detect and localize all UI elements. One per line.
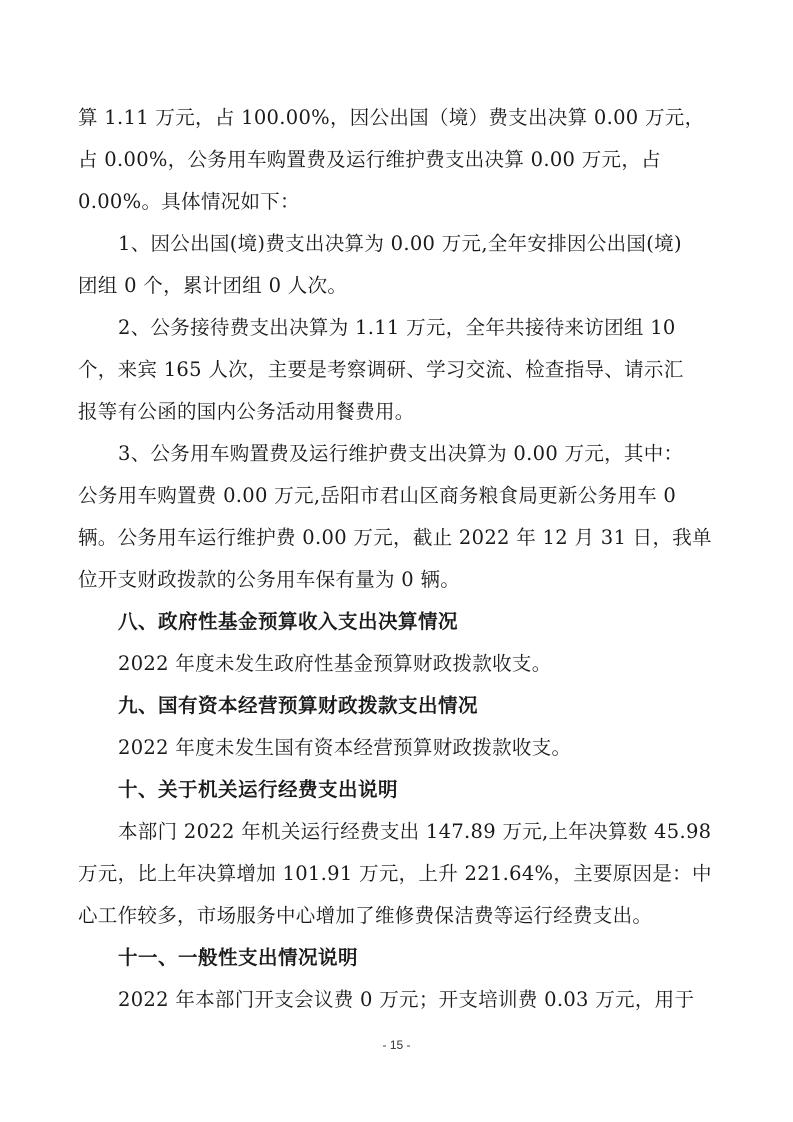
- body-text-line: 2022 年度未发生国有资本经营预算财政拨款收支。: [118, 736, 572, 759]
- page-number: - 15 -: [382, 1038, 411, 1052]
- body-text-line: 占 0.00%，公务用车购置费及运行维护费支出决算 0.00 万元，占: [78, 148, 661, 171]
- section-heading: 十、关于机关运行经费支出说明: [118, 778, 399, 801]
- body-text-line: 个，来宾 165 人次，主要是考察调研、学习交流、检查指导、请示汇: [78, 358, 684, 381]
- body-text-line: 2022 年度未发生政府性基金预算财政拨款收支。: [118, 652, 552, 675]
- section-heading: 八、政府性基金预算收入支出决算情况: [118, 610, 459, 633]
- body-text-line: 报等有公函的国内公务活动用餐费用。: [78, 400, 415, 423]
- body-text-line: 2022 年本部门开支会议费 0 万元；开支培训费 0.03 万元，用于: [118, 988, 695, 1011]
- body-text-line: 本部门 2022 年机关运行经费支出 147.89 万元,上年决算数 45.98: [118, 820, 712, 843]
- body-text-line: 公务用车购置费 0.00 万元,岳阳市君山区商务粮食局更新公务用车 0: [78, 484, 677, 507]
- body-text-line: 2、公务接待费支出决算为 1.11 万元，全年共接待来访团组 10: [118, 316, 676, 339]
- body-text-line: 辆。公务用车运行维护费 0.00 万元，截止 2022 年 12 月 31 日，我单: [78, 526, 712, 549]
- body-text-line: 万元，比上年决算增加 101.91 万元，上升 221.64%，主要原因是：中: [78, 862, 712, 885]
- body-text-line: 团组 0 个，累计团组 0 人次。: [78, 274, 348, 297]
- body-text-line: 算 1.11 万元，占 100.00%，因公出国（境）费支出决算 0.00 万元，: [78, 106, 705, 129]
- body-text-line: 1、因公出国(境)费支出决算为 0.00 万元,全年安排因公出国(境): [118, 232, 682, 255]
- body-text-line: 0.00%。具体情况如下：: [78, 190, 300, 213]
- section-heading: 十一、一般性支出情况说明: [118, 946, 359, 969]
- body-text-line: 3、公务用车购置费及运行维护费支出决算为 0.00 万元，其中：: [118, 442, 684, 465]
- section-heading: 九、国有资本经营预算财政拨款支出情况: [118, 694, 479, 717]
- body-text-line: 心工作较多，市场服务中心增加了维修费保洁费等运行经费支出。: [78, 904, 653, 927]
- body-text-line: 位开支财政拨款的公务用车保有量为 0 辆。: [78, 568, 461, 591]
